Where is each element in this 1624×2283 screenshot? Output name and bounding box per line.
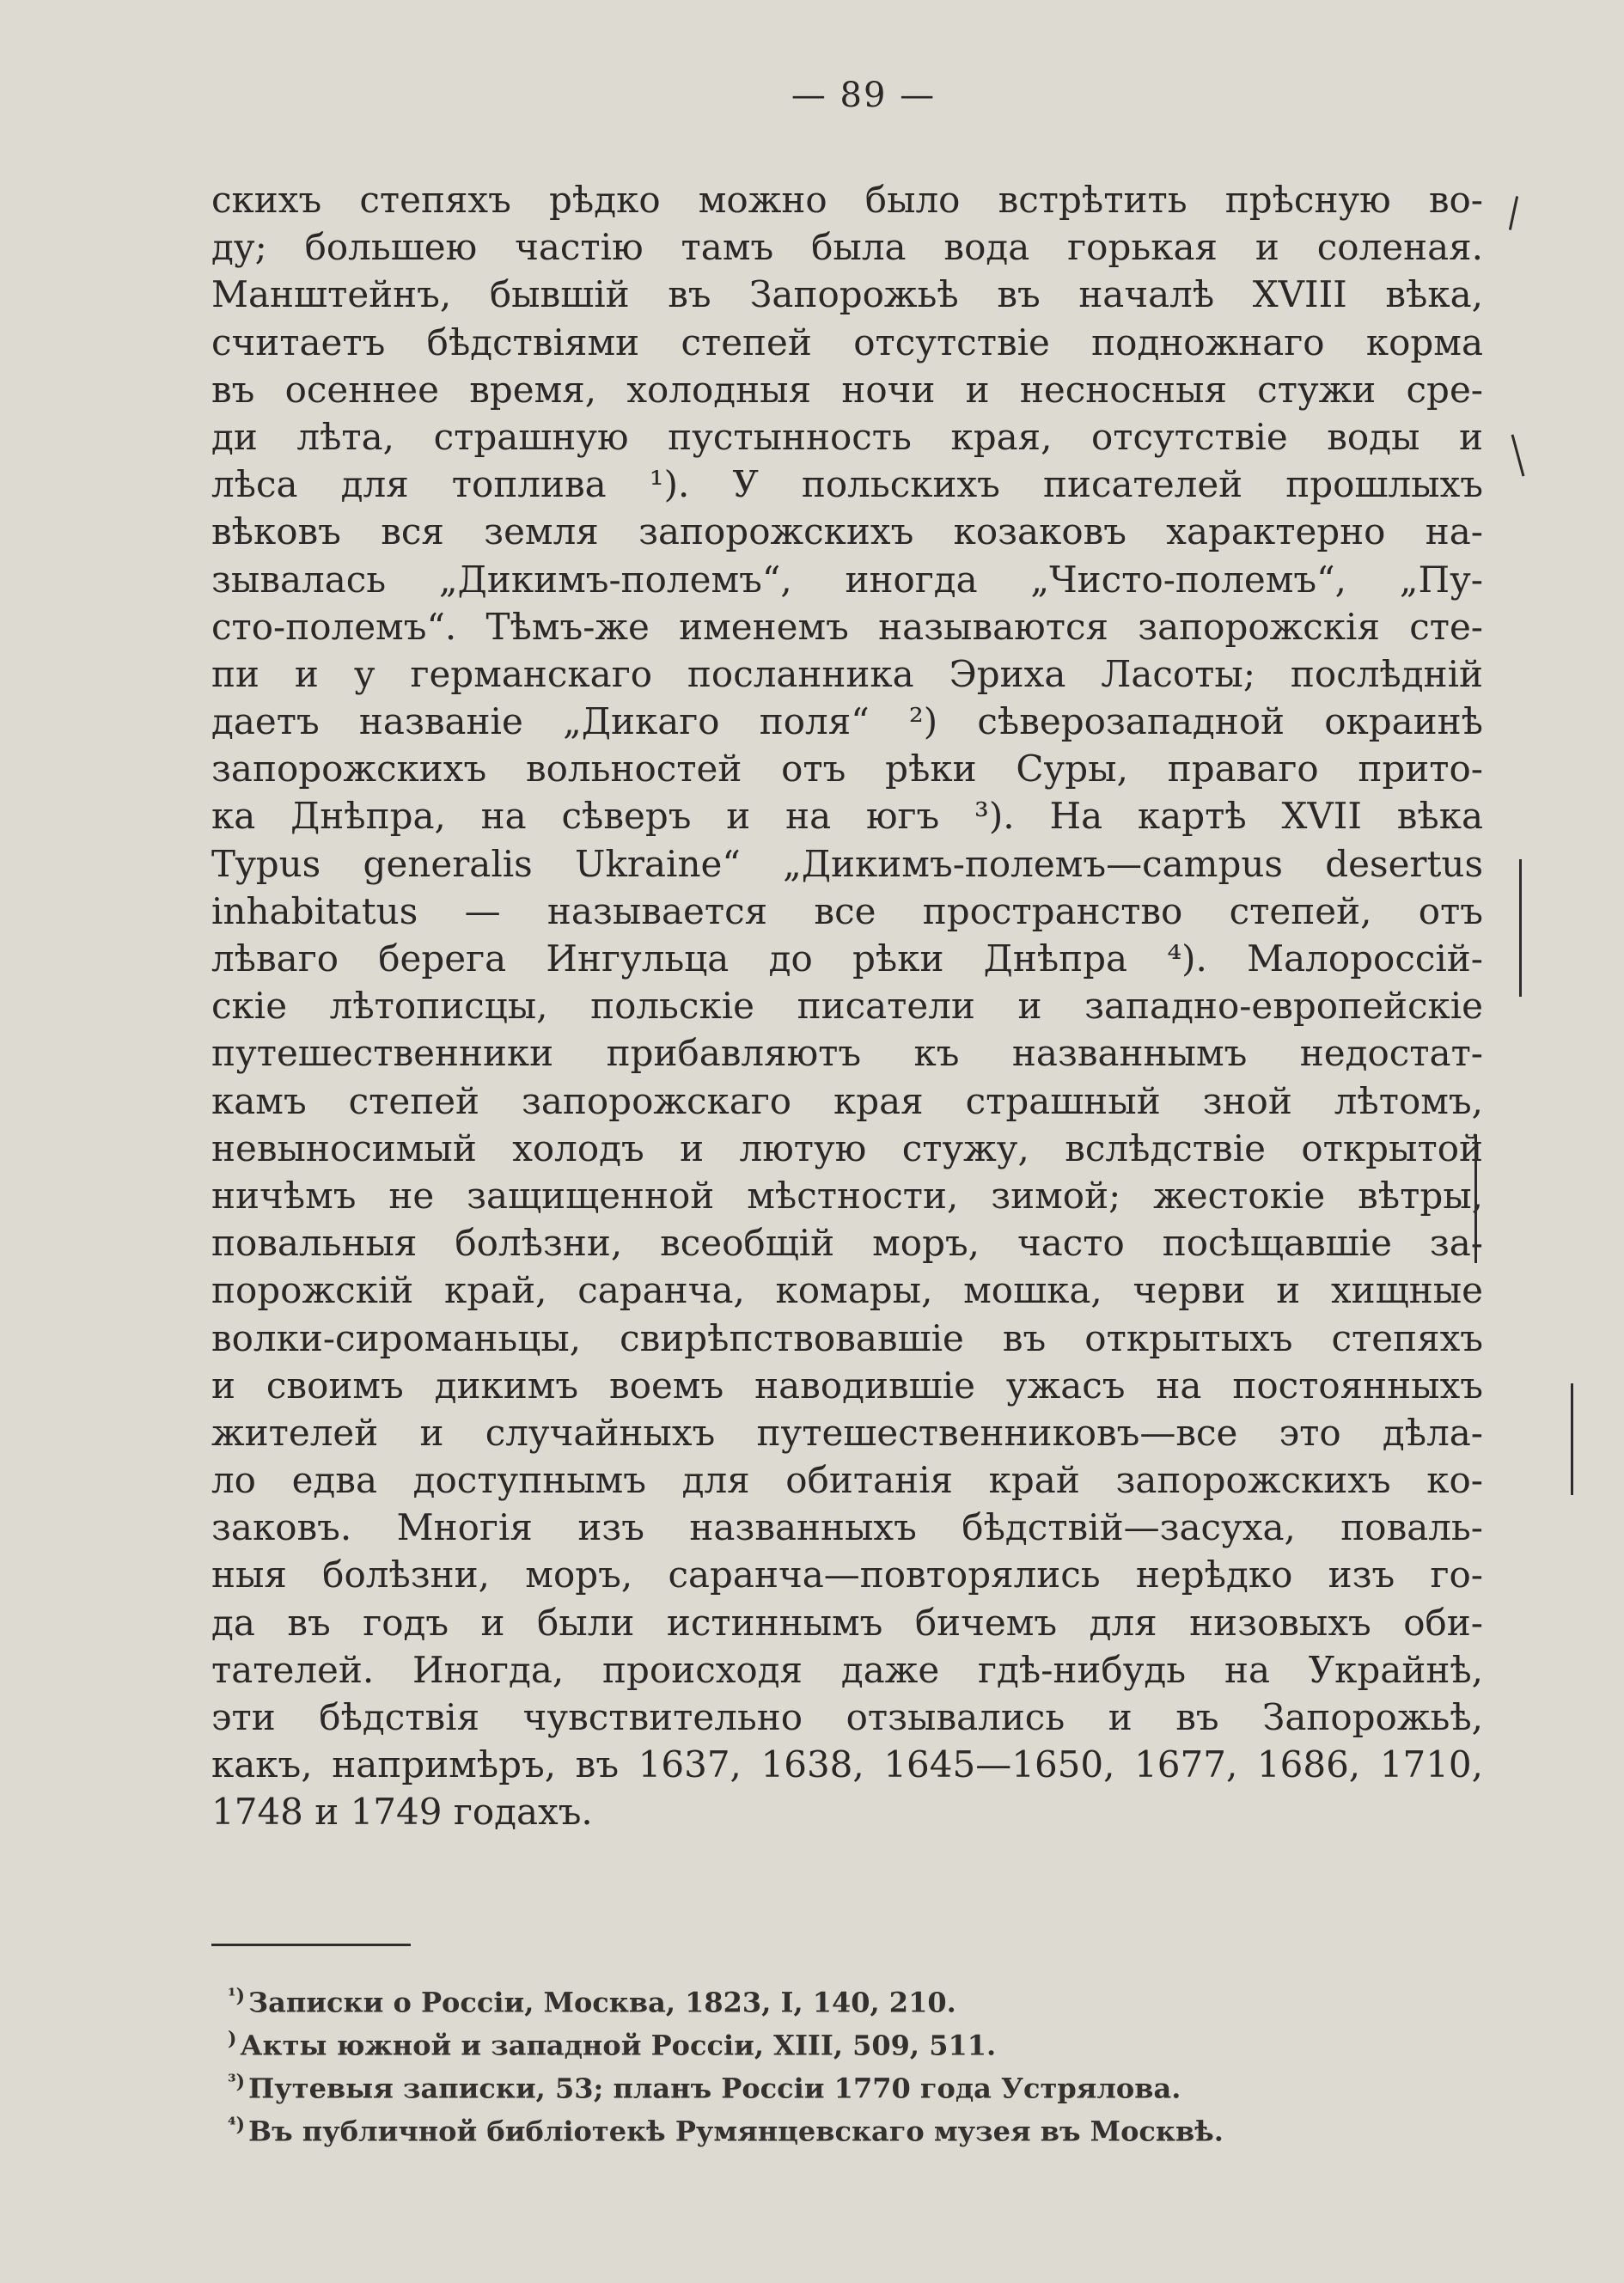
body-line: заковъ. Многія изъ названныхъ бѣдствій—засуха, поваль- [211, 1506, 1483, 1549]
footnote-text: Акты южной и западной Россіи, XIII, 509, 511. [240, 2029, 997, 2062]
body-line: невыносимый холодъ и лютую стужу, вслѣдствіе открытой [211, 1126, 1483, 1169]
body-line: считаетъ бѣдствіями степей отсутствіе подножнаго корма [211, 320, 1483, 363]
body-line: ныя болѣзни, моръ, саранча—повторялись нерѣдко изъ го- [211, 1554, 1483, 1596]
body-line: жителей и случайныхъ путешественниковъ—все это дѣла- [211, 1411, 1483, 1454]
page-number: — 89 — [791, 76, 937, 115]
footnote-marker: ) [228, 2028, 237, 2050]
footnote-marker: ⁴) [228, 2114, 246, 2136]
body-line: эти бѣдствія чувствительно отзывались и въ Запорожьѣ, [211, 1696, 1483, 1738]
body-line: пи и у германскаго посланника Эриха Ласоты; послѣдній [211, 652, 1483, 695]
body-line: скіе лѣтописцы, польскіе писатели и западно-европейскіе [211, 985, 1483, 1028]
body-line: лѣса для топлива ¹). У польскихъ писателей прошлыхъ [211, 463, 1483, 506]
footnote-divider [211, 1944, 411, 1946]
body-line: Манштейнъ, бывшій въ Запорожьѣ въ началѣ XVIII вѣка, [211, 273, 1483, 316]
body-line: путешественники прибавляютъ къ названнымъ недостат- [211, 1032, 1483, 1075]
footnote [228, 2017, 1345, 2060]
body-line: лѣваго берега Ингульца до рѣки Днѣпра ⁴). Малороссій- [211, 937, 1483, 980]
body-line: даетъ названіе „Дикаго поля“ ²) сѣверозападной окраинѣ [211, 700, 1483, 743]
body-line: ди лѣта, страшную пустынность края, отсутствіе воды и [211, 415, 1483, 458]
margin-pencil-mark [1509, 196, 1518, 230]
footnote [228, 2103, 1345, 2146]
margin-pencil-mark [1571, 1383, 1573, 1495]
body-line: ничѣмъ не защищенной мѣстности, зимой; жестокіе вѣтры, [211, 1174, 1483, 1217]
body-line: зывалась „Дикимъ-полемъ“, иногда „Чисто-полемъ“, „Пу- [211, 558, 1483, 601]
body-line: inhabitatus — называется все пространство степей, отъ [211, 889, 1483, 932]
body-line: 1748 и 1749 годахъ. [211, 1791, 593, 1834]
body-line: тателей. Иногда, происходя даже гдѣ-нибудь на Украйнѣ, [211, 1648, 1483, 1691]
footnote-marker: ¹) [228, 1985, 246, 2007]
margin-pencil-mark [1511, 434, 1525, 476]
footnote-text: Въ публичной библіотекѣ Румянцевскаго музея въ Москвѣ. [248, 2115, 1224, 2148]
body-line: волки-сироманьцы, свирѣпствовавшіе въ открытыхъ степяхъ [211, 1316, 1483, 1359]
body-line: вѣковъ вся земля запорожскихъ козаковъ характерно на- [211, 510, 1483, 553]
body-line: порожскій край, саранча, комары, мошка, черви и хищные [211, 1269, 1483, 1312]
body-line: ка Днѣпра, на сѣверъ и на югъ ³). На картѣ XVII вѣка [211, 795, 1483, 838]
footnote-marker: ³) [228, 2071, 246, 2093]
margin-pencil-mark [1519, 859, 1522, 997]
body-line: да въ годъ и были истиннымъ бичемъ для низовыхъ оби- [211, 1601, 1483, 1644]
body-text [211, 176, 1483, 1836]
footnotes [228, 1975, 1345, 2146]
footnote-text: Путевыя записки, 53; планъ Россіи 1770 года Устрялова. [248, 2072, 1181, 2105]
footnote [228, 1975, 1345, 2017]
body-line: въ осеннее время, холодныя ночи и несносныя стужи сре- [211, 368, 1483, 411]
body-line: скихъ степяхъ рѣдко можно было встрѣтить прѣсную во- [211, 179, 1483, 221]
body-line: и своимъ дикимъ воемъ наводившіе ужасъ на постоянныхъ [211, 1364, 1483, 1407]
body-line: камъ степей запорожскаго края страшный зной лѣтомъ, [211, 1079, 1483, 1122]
footnote-text: Записки о Россіи, Москва, 1823, I, 140, 210. [248, 1986, 956, 2019]
body-line: повальныя болѣзни, всеобщій моръ, часто посѣщавшіе за- [211, 1222, 1483, 1265]
body-line: какъ, напримѣръ, въ 1637, 1638, 1645—1650, 1677, 1686, 1710, [211, 1743, 1483, 1786]
body-line: ду; большею частію тамъ была вода горькая и соленая. [211, 226, 1483, 269]
footnote [228, 2060, 1345, 2103]
body-line: сто-полемъ“. Тѣмъ-же именемъ называются запорожскія сте- [211, 605, 1483, 648]
body-line: Typus generalis Ukraine“ „Дикимъ-полемъ—campus desertus [211, 842, 1483, 885]
margin-pencil-mark [1474, 1134, 1477, 1263]
body-line: запорожскихъ вольностей отъ рѣки Суры, праваго прито- [211, 748, 1483, 791]
body-line: ло едва доступнымъ для обитанія край запорожскихъ ко- [211, 1459, 1483, 1502]
